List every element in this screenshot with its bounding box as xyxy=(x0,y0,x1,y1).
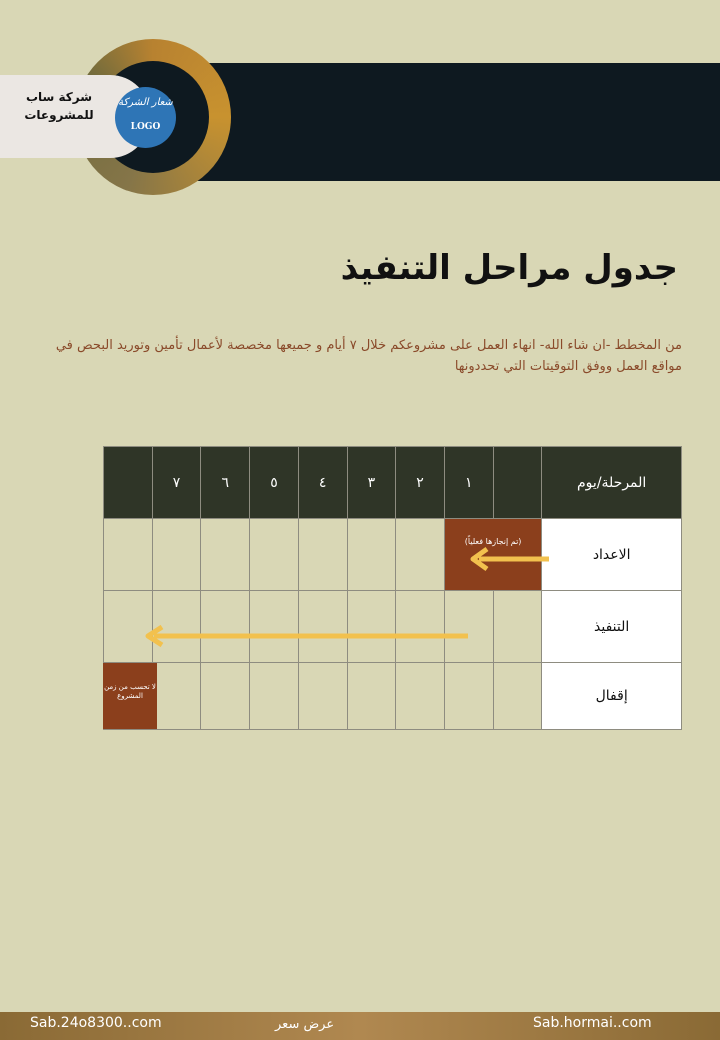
page-description: من المخطط -ان شاء الله- انهاء العمل على مشروعكم خلال ٧ أيام و جميعها مخصصة لأعمال تأمين وتوريد البحص في مواقع العمل ووفق التوقيتات التي تحددونها xyxy=(55,338,682,374)
header-band xyxy=(180,63,720,181)
schedule-table xyxy=(103,446,682,730)
prep-done-note: (تم إنجازها فعلياً) xyxy=(464,537,522,546)
header-day-5: ٥ xyxy=(250,447,299,519)
cell xyxy=(444,663,493,730)
cell xyxy=(201,519,250,591)
footer-right-link[interactable]: Sab.hormai..com xyxy=(533,1015,652,1031)
header-day-1: ١ xyxy=(444,447,493,519)
phase-row-prep xyxy=(104,519,682,591)
phase-row-close xyxy=(104,663,682,730)
cell xyxy=(152,519,201,591)
company-logo xyxy=(115,87,176,148)
header-day-7: ٧ xyxy=(152,447,201,519)
cell xyxy=(347,519,396,591)
logo-top-text: شعار الشركة xyxy=(118,97,173,108)
header-day-2: ٢ xyxy=(396,447,445,519)
exec-arrow-icon xyxy=(140,622,472,652)
logo-bottom-text: LOGO xyxy=(130,122,161,132)
cell xyxy=(298,519,347,591)
cell xyxy=(396,663,445,730)
company-name: شركة ساب للمشروعات xyxy=(24,90,94,122)
header-phase-day-label: المرحلة/يوم xyxy=(542,447,682,519)
cell xyxy=(347,663,396,730)
cell xyxy=(152,663,201,730)
schedule-header-row xyxy=(104,447,682,519)
header-empty-cell xyxy=(493,447,542,519)
cell xyxy=(104,519,153,591)
close-phase-note: لا تحسب من زمن المشروع xyxy=(104,683,156,700)
page-title: جدول مراحل التنفيذ xyxy=(340,248,678,288)
footer-bar xyxy=(0,1012,720,1040)
header-day-3: ٣ xyxy=(347,447,396,519)
phase-label-exec: التنفيذ xyxy=(542,591,682,663)
prep-arrow-icon xyxy=(465,544,553,574)
phase-label-close: إقفال xyxy=(542,663,682,730)
phase-label-prep: الاعداد xyxy=(542,519,682,591)
cell xyxy=(298,663,347,730)
header-day-4: ٤ xyxy=(298,447,347,519)
footer-title: عرض سعر xyxy=(275,1017,335,1032)
cell xyxy=(250,663,299,730)
header-day-6: ٦ xyxy=(201,447,250,519)
cell xyxy=(396,519,445,591)
footer-left-link[interactable]: Sab.24o8300..com xyxy=(30,1015,162,1031)
header-empty-cell xyxy=(104,447,153,519)
cell xyxy=(250,519,299,591)
cell xyxy=(201,663,250,730)
cell xyxy=(493,663,542,730)
cell xyxy=(493,591,542,663)
